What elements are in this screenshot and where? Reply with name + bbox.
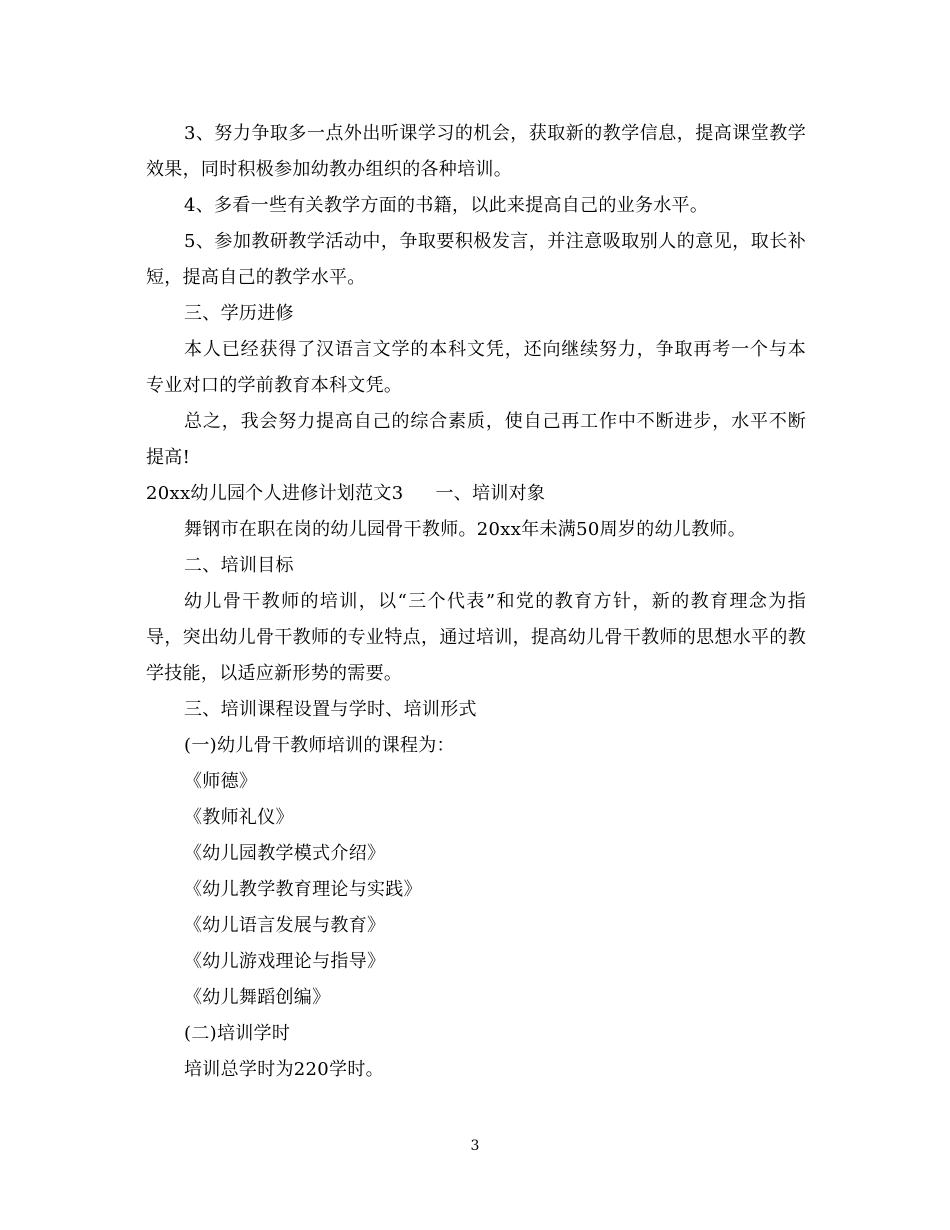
paragraph-trainees: 舞钢市在职在岗的幼儿园骨干教师。20xx年未满50周岁的幼儿教师。: [184, 519, 747, 540]
paragraph-hours: 培训总学时为220学时。: [184, 1059, 384, 1080]
subheading-course-list: (一)幼儿骨干教师培训的课程为：: [184, 735, 455, 756]
page-number: 3: [470, 1138, 480, 1154]
paragraph-education: 本人已经获得了汉语言文学的本科文凭，还向继续努力，争取再考一个与本专业对口的学前教育本科文凭。: [146, 339, 806, 396]
paragraph-item-5: 5、参加教研教学活动中，争取要积极发言，并注意吸取别人的意见，取长补短，提高自己的教学水平。: [146, 231, 806, 288]
paragraph-item-3: 3、努力争取多一点外出听课学习的机会，获取新的教学信息，提高课堂教学效果，同时积极参加幼教办组织的各种培训。: [146, 123, 806, 180]
paragraph-goals: 幼儿骨干教师的培训，以“三个代表”和党的教育方针，新的教育理念为指导，突出幼儿骨干教师的专业特点，通过培训，提高幼儿骨干教师的思想水平的教学技能，以适应新形势的需要。: [146, 591, 806, 684]
paragraph-conclusion: 总之，我会努力提高自己的综合素质，使自己再工作中不断进步，水平不断提高!: [146, 411, 806, 468]
paragraph-item-4: 4、多看一些有关教学方面的书籍，以此来提高自己的业务水平。: [184, 195, 709, 216]
heading-courses: 三、培训课程设置与学时、培训形式: [184, 699, 477, 720]
section-title-line: [146, 476, 806, 512]
course-item: 《幼儿舞蹈创编》: [184, 987, 331, 1008]
course-item: 《教师礼仪》: [184, 807, 294, 828]
section-title: 20xx幼儿园个人进修计划范文3: [146, 483, 404, 504]
subheading-hours: (二)培训学时: [184, 1023, 291, 1044]
course-item: 《幼儿教学教育理论与实践》: [184, 879, 422, 900]
heading-education: 三、学历进修: [184, 303, 294, 324]
document-body: [146, 116, 806, 1088]
course-item: 《师德》: [184, 771, 258, 792]
section-subheading: 一、培训对象: [435, 483, 546, 504]
course-item: 《幼儿语言发展与教育》: [184, 915, 386, 936]
heading-goals: 二、培训目标: [184, 555, 294, 576]
course-item: 《幼儿游戏理论与指导》: [184, 951, 386, 972]
course-item: 《幼儿园教学模式介绍》: [184, 843, 386, 864]
